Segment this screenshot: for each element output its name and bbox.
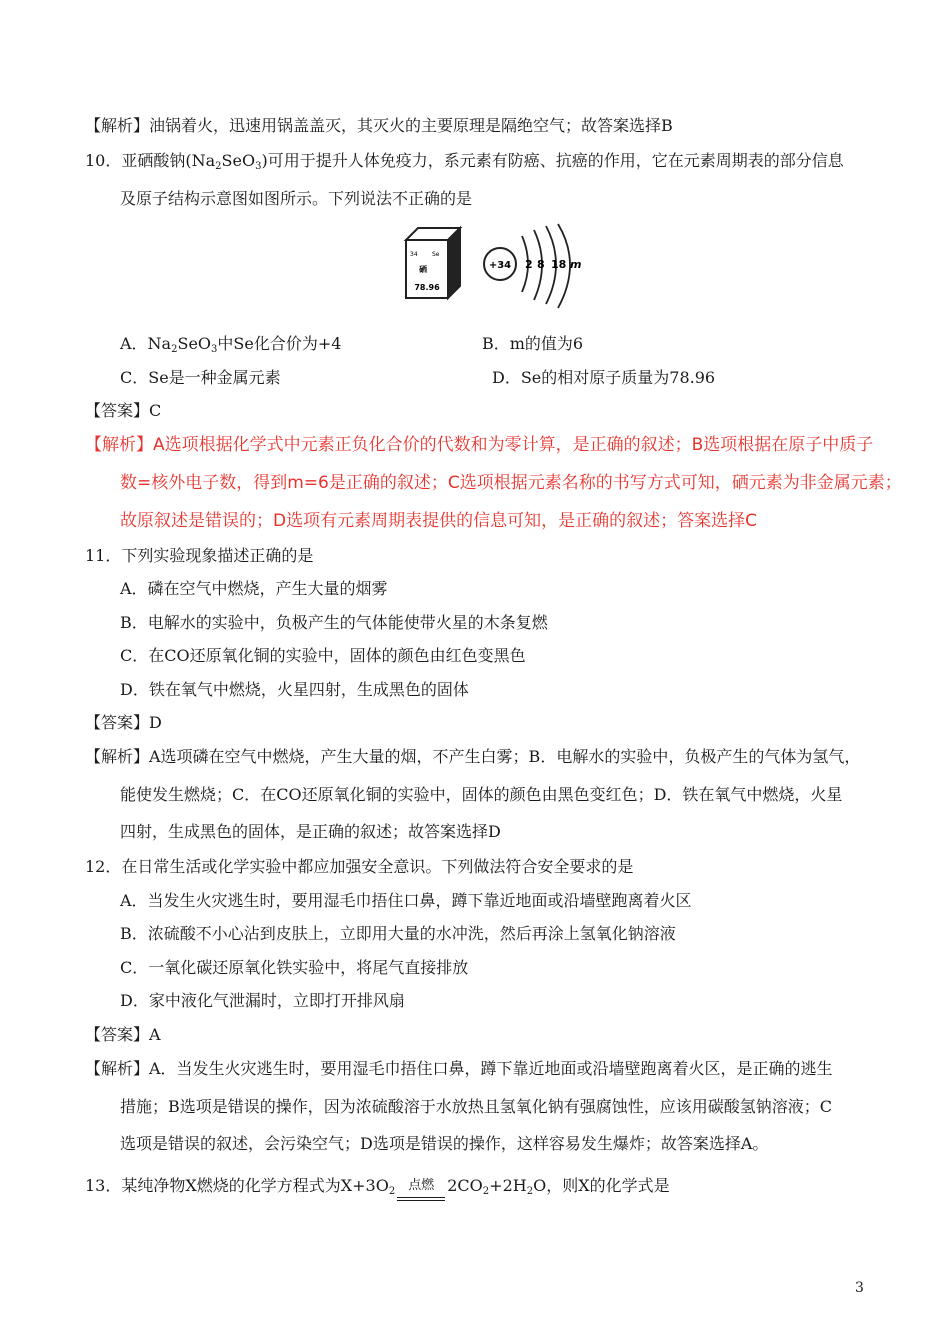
nucleus-charge: +34 — [488, 260, 512, 271]
q12-option-a: A．当发生火灾逃生时，要用湿毛巾捂住口鼻，蹲下靠近地面或沿墙壁跑离着火区 — [120, 891, 692, 910]
q10-option-b: B．m的值为6 — [482, 334, 584, 353]
q12-option-c: C．一氧化碳还原氧化铁实验中，将尾气直接排放 — [120, 958, 469, 977]
q10-analysis-line-3: 故原叙述是错误的；D选项有元素周期表提供的信息可知，是正确的叙述；答案选择C — [120, 511, 757, 531]
shell-4: m — [570, 258, 582, 271]
q10-option-d: D．Se的相对原子质量为78.96 — [492, 368, 716, 387]
q10-analysis-line-1: 【解析】A选项根据化学式中元素正负化合价的代数和为零计算，是正确的叙述；B选项根据在原子中质子 — [85, 435, 874, 455]
q11-analysis-line-3: 四射，生成黑色的固体，是正确的叙述；故答案选择D — [120, 822, 501, 841]
q11-option-a: A．磷在空气中燃烧，产生大量的烟雾 — [120, 579, 388, 598]
q12-stem: 12．在日常生活或化学实验中都应加强安全意识。下列做法符合安全要求的是 — [85, 857, 634, 876]
q10-analysis-line-2: 数=核外电子数，得到m=6是正确的叙述；C选项根据元素名称的书写方式可知，硒元素为非金属元素； — [120, 473, 902, 493]
q10-option-c: C．Se是一种金属元素 — [120, 368, 281, 387]
q10-stem-line-2: 及原子结构示意图如图所示。下列说法不正确的是 — [120, 189, 473, 208]
page-number: 3 — [855, 1280, 864, 1296]
element-figure — [400, 222, 590, 314]
q12-analysis-line-2: 措施；B选项是错误的操作，因为浓硫酸溶于水放热且氢氧化钠有强腐蚀性，应该用碳酸氢钠溶液；C — [120, 1097, 833, 1116]
q11-analysis-line-1: 【解析】A选项磷在空气中燃烧，产生大量的烟，不产生白雾；B．电解水的实验中，负极产生的气体为氢气， — [85, 747, 861, 766]
shell-2: 8 — [537, 258, 545, 271]
q10-option-a: A．$Na_2SeO_3$中Se化合价为+4 — [120, 334, 342, 355]
q11-option-d: D．铁在氧气中燃烧，火星四射，生成黑色的固体 — [120, 680, 469, 699]
q11-answer: 【答案】D — [85, 713, 162, 732]
q10-stem-line-1: 10．亚硒酸钠$(Na_2SeO_3)$可用于提升人体免疫力，系元素有防癌、抗癌的作用，它在元素周期表的部分信息 — [85, 151, 844, 172]
q12-answer: 【答案】A — [85, 1025, 161, 1044]
selenium-diagram — [400, 222, 590, 314]
q12-analysis-line-3: 选项是错误的叙述，会污染空气；D选项是错误的操作，这样容易发生爆炸；故答案选择A。 — [120, 1134, 769, 1153]
q10-answer: 【答案】C — [85, 401, 162, 420]
reaction-condition: 点燃 — [397, 1175, 445, 1197]
q11-option-c: C．在CO还原氧化铜的实验中，固体的颜色由红色变黑色 — [120, 646, 526, 665]
q9-analysis: 【解析】油锅着火，迅速用锅盖盖灭，其灭火的主要原理是隔绝空气；故答案选择B — [85, 116, 673, 135]
q13-stem: 13．某纯净物X燃烧的化学方程式为$X+3O_2$ 点燃 $2CO_2+2H_2O$，则X的化学式是 — [85, 1176, 670, 1197]
q11-option-b: B．电解水的实验中，负极产生的气体能使带火星的木条复燃 — [120, 613, 548, 632]
q12-analysis-line-1: 【解析】A．当发生火灾逃生时，要用湿毛巾捂住口鼻，蹲下靠近地面或沿墙壁跑离着火区，是正确的逃生 — [85, 1059, 833, 1078]
element-name: 硒 — [419, 265, 427, 274]
q11-stem: 11．下列实验现象描述正确的是 — [85, 546, 314, 565]
q12-option-b: B．浓硫酸不小心沾到皮肤上，立即用大量的水冲洗，然后再涂上氢氧化钠溶液 — [120, 924, 676, 943]
q11-analysis-line-2: 能使发生燃烧；C．在CO还原氧化铜的实验中，固体的颜色由黑色变红色；D．铁在氧气中燃烧，火星 — [120, 785, 843, 804]
shell-3: 18 — [551, 258, 567, 271]
shell-1: 2 — [525, 258, 533, 271]
q12-option-d: D．家中液化气泄漏时，立即打开排风扇 — [120, 991, 405, 1010]
atomic-mass: 78.96 — [414, 283, 440, 292]
atomic-number: 34 — [410, 251, 418, 258]
element-symbol: Se — [432, 251, 440, 258]
